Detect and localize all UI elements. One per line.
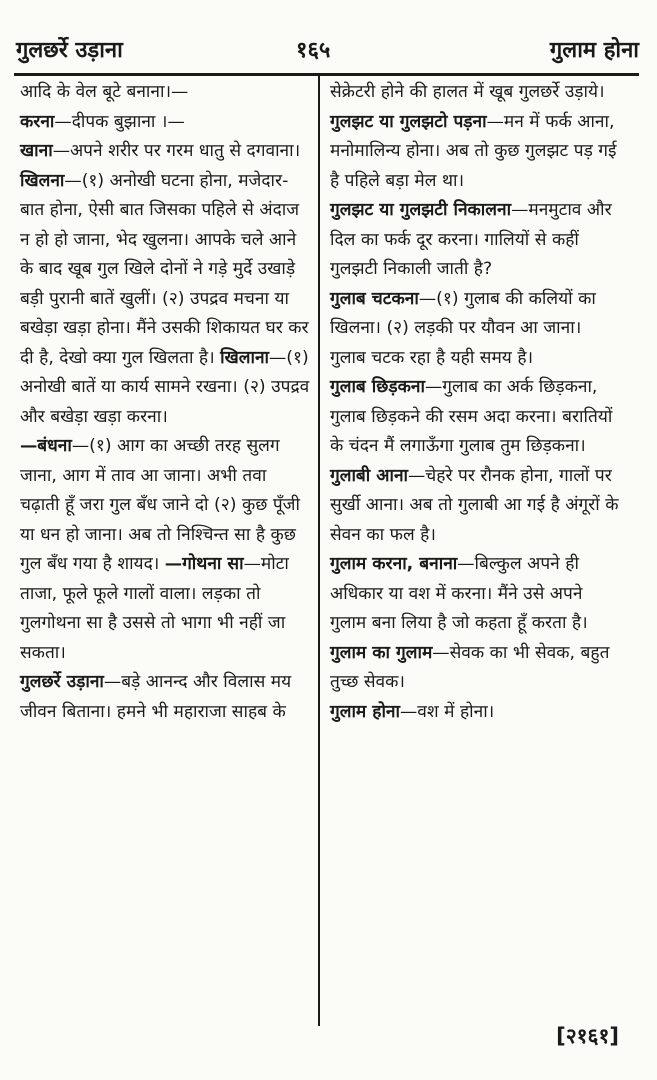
entry-definition: —(१) आग का अच्छी तरह सुलग जाना, आग में ताव आ जाना। अभी तवा चढ़ाती हूँ जरा गुल बँध जाने दो (२) कुछ पूँजी या धन हो जाना। अब तो निश्चिन्त सा है कुछ गुल बँध गया है शायद।: [20, 436, 300, 574]
dictionary-entry: [20, 108, 310, 138]
page-number: १६५: [296, 38, 331, 63]
left-column: [20, 78, 310, 727]
entry-headword: —गोथना सा: [164, 554, 244, 574]
dictionary-entry: [330, 108, 622, 197]
entry-definition: —मनमुटाव और दिल का फर्क दूर करना। गालियों से कहीं गुलझटी निकाली जाती है?: [330, 200, 612, 279]
dictionary-entry: [20, 668, 310, 727]
entry-headword: गुलाबी आना: [330, 465, 409, 486]
entry-headword: गुलछर्रे उड़ाना: [20, 672, 104, 692]
entry-definition: —अपने शरीर पर गरम धातु से दगवाना।: [52, 141, 301, 161]
entry-definition: —वश में होना।: [400, 701, 495, 722]
entry-definition: —(१) गुलाब की कलियों का खिलना। (२) लड़की पर यौवन आ जाना। गुलाब चटक रहा है यही समय है।: [330, 288, 596, 368]
entry-headword: गुलाम का गुलाम: [330, 642, 433, 663]
dictionary-entry: [330, 639, 622, 698]
dictionary-entry: [330, 196, 622, 285]
entry-definition: —बिल्कुल अपने ही अधिकार या वश में करना। मैंने उसे अपने गुलाम बना लिया है जो कहता हूँ करता है।: [330, 554, 588, 633]
column-divider: [318, 76, 320, 1026]
entry-definition: आदि के वेल बूटे बनाना।—: [20, 82, 189, 102]
dictionary-entry: [20, 432, 310, 668]
entry-headword: खाना: [20, 141, 53, 161]
entry-definition: —दीपक बुझाना ।—: [54, 111, 185, 132]
header-right-title: गुलाम होना: [549, 38, 639, 63]
dictionary-entry: [330, 462, 622, 551]
entry-definition: —मोटा ताजा, फूले फूले गालों वाला। लड़का तो गुलगोथना सा है उससे तो भागा भी नहीं जा सकता।: [20, 554, 289, 663]
entry-headword: खिलना: [20, 170, 65, 191]
entry-headword: गुलाब छिड़कना: [330, 377, 425, 397]
entry-headword: गुलाब चटकना: [330, 288, 419, 309]
entry-definition: —मन में फर्क आना, मनोमालिन्य होना। अब तो कुछ गुलझट पड़ गई है पहिले बड़ा मेल था।: [330, 111, 617, 191]
entry-definition: —(१) अनोखी घटना होना, मजेदार-बात होना, ऐसी बात जिसका पहिले से अंदाज न हो हो जाना, भेद खुलना। आपके चले आने के बाद खूब गुल खिले दोनों ने गड़े मुर्दे उखाड़े बड़ी पुरानी बातें खुलीं। (२) उपद्रव मचना या बखेड़ा खड़ा होना। मैंने उसकी शिकायत घर कर दी है, देखो क्या गुल खिलता है।: [20, 170, 309, 368]
entry-definition: —चेहरे पर रौनक होना, गालों पर सुर्खी आना। अब तो गुलाबी आ गई है अंगूरों के सेवन का फल है।: [330, 465, 619, 545]
dictionary-entry: [330, 78, 622, 108]
dictionary-entry: [330, 373, 622, 462]
entry-definition: —बड़े आनन्द और विलास मय जीवन बिताना। हमने भी महाराजा साहब के: [20, 672, 292, 722]
dictionary-entry: [330, 698, 622, 728]
header-left-title: गुलछर्रे उड़ाना: [16, 38, 123, 63]
dictionary-entry: [20, 137, 310, 432]
entry-headword: गुलाम करना, बनाना: [330, 554, 458, 574]
dictionary-entry: [330, 550, 622, 639]
entry-headword: गुलाम होना: [330, 701, 400, 722]
header-rule: [14, 73, 639, 76]
entry-headword: गुलझट या गुलझटो पड़ना: [330, 111, 487, 132]
entry-definition: —सेवक का भी सेवक, बहुत तुच्छ सेवक।: [330, 642, 610, 692]
entry-headword: करना: [20, 111, 55, 132]
dictionary-entry: [330, 285, 622, 374]
entry-headword: गुलझट या गुलझटी निकालना: [330, 200, 512, 220]
entry-headword: —बंधना: [20, 436, 72, 456]
dictionary-entry: [20, 78, 310, 108]
running-header: [14, 30, 643, 70]
right-column: [330, 78, 622, 727]
footer-code: [२१६१]: [556, 1024, 619, 1048]
entry-definition: सेक्रेटरी होने की हालत में खूब गुलछर्रे उड़ाये।: [330, 82, 605, 102]
entry-definition: —गुलाब का अर्क छिड़कना, गुलाब छिड़कने की रसम अदा करना। बरातियों के चंदन मैं लगाऊँगा गुलाब तुम छिड़कना।: [330, 377, 613, 456]
entry-headword: खिलाना: [220, 347, 270, 368]
entry-definition: —(१) अनोखी बातें या कार्य सामने रखना। (२) उपद्रव और बखेड़ा खड़ा करना।: [20, 347, 310, 427]
